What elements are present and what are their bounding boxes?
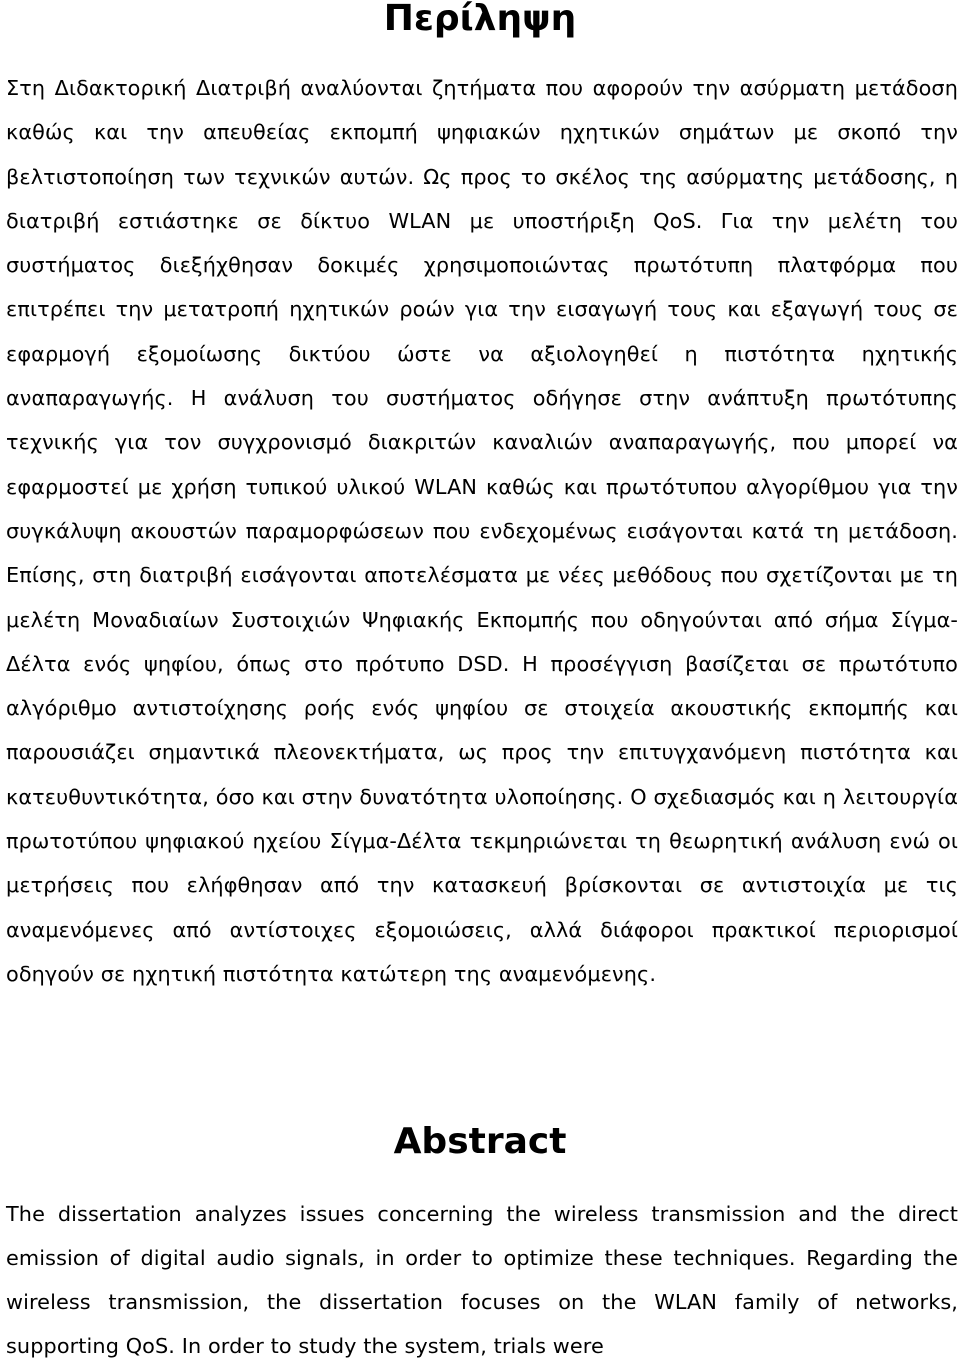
abstract-heading: Abstract: [393, 1121, 567, 1162]
summary-heading: Περίληψη: [383, 0, 577, 39]
abstract-paragraph: The dissertation analyzes issues concerning the wireless transmission and the direct emission of digital audio signals, in order to optimize these techniques. Regarding the wireless transmission, the dissertation focuses on the WLAN family of networks, supporting QoS. In order to study the system, trials were: [6, 1202, 958, 1358]
summary-paragraph: Στη Διδακτορική Διατριβή αναλύονται ζητήματα που αφορούν την ασύρματη μετάδοση καθώς και την απευθείας εκπομπή ψηφιακών ηχητικών σημάτων με σκοπό την βελτιστοποίηση των τεχνικών αυτών. Ως προς το σκέλος της ασύρματης μετάδοσης, η διατριβή εστιάστηκε σε δίκτυο WLAN με υποστήριξη QoS. Για την μελέτη του συστήματος διεξήχθησαν δοκιμές χρησιμοποιώντας πρωτότυπη πλατφόρμα που επιτρέπει την μετατροπή ηχητικών ροών για την εισαγωγή τους και εξαγωγή τους σε εφαρμογή εξομοίωσης δικτύου ώστε να αξιολογηθεί η πιστότητα ηχητικής αναπαραγωγής. Η ανάλυση του συστήματος οδήγησε στην ανάπτυξη πρωτότυπης τεχνικής για τον συγχρονισμό διακριτών καναλιών αναπαραγωγής, που μπορεί να εφαρμοστεί με χρήση τυπικού υλικού WLAN καθώς και πρωτότυπου αλγορίθμου για την συγκάλυψη ακουστών παραμορφώσεων που ενδεχομένως εισάγονται κατά τη μετάδοση. Επίσης, στη διατριβή εισάγονται αποτελέσματα με νέες μεθόδους που σχετίζονται με τη μελέτη Μοναδιαίων Συστοιχιών Ψηφιακής Εκπομπής που οδηγούνται από σήμα Σίγμα-Δέλτα ενός ψηφίου, όπως στο πρότυπο DSD. Η προσέγγιση βασίζεται σε πρωτότυπο αλγόριθμο αντιστοίχησης ροής ενός ψηφίου σε στοιχεία ακουστικής εκπομπής και παρουσιάζει σημαντικά πλεονεκτήματα, ως προς την επιτυγχανόμενη πιστότητα και κατευθυντικότητα, όσο και στην δυνατότητα υλοποίησης. Ο σχεδιασμός και η λειτουργία πρωτοτύπου ψηφιακού ηχείου Σίγμα-Δέλτα τεκμηριώνεται τη θεωρητική ανάλυση ενώ οι μετρήσεις που ελήφθησαν από την κατασκευή βρίσκονται σε αντιστοιχία με τις αναμενόμενες από αντίστοιχες εξομοιώσεις, αλλά διάφοροι πρακτικοί περιορισμοί οδηγούν σε ηχητική πιστότητα κατώτερη της αναμενόμενης.: [6, 76, 958, 986]
